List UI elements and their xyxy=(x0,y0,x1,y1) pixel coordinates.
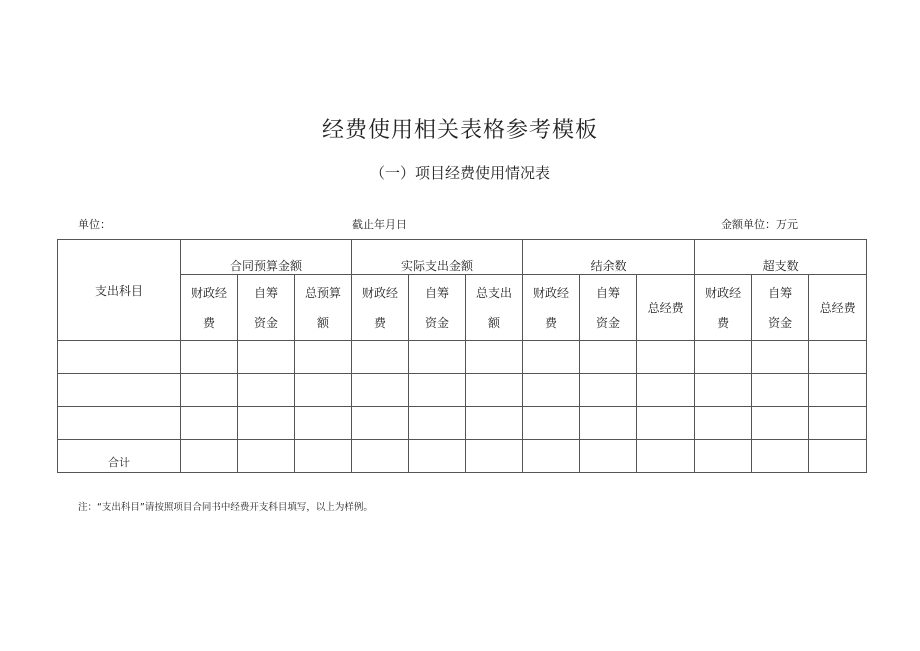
value-cell xyxy=(695,407,752,440)
value-cell xyxy=(295,341,352,374)
value-cell xyxy=(409,407,466,440)
value-cell xyxy=(580,407,637,440)
value-cell xyxy=(809,407,867,440)
value-cell xyxy=(352,374,409,407)
value-cell xyxy=(409,374,466,407)
value-cell xyxy=(181,407,238,440)
value-cell xyxy=(637,440,695,473)
column-header-2-1: 财政经 费 xyxy=(352,275,409,341)
value-cell xyxy=(523,341,580,374)
table-row xyxy=(58,407,867,440)
expense-table xyxy=(57,239,867,473)
value-cell xyxy=(409,341,466,374)
group-header-label: 实际支出金额 xyxy=(401,259,474,273)
table-row xyxy=(58,341,867,374)
value-cell xyxy=(809,440,867,473)
column-header-4-2: 自筹 资金 xyxy=(752,275,809,341)
value-cell xyxy=(238,440,295,473)
column-header-4-3: 总经费 xyxy=(809,275,867,341)
value-cell xyxy=(238,407,295,440)
value-cell xyxy=(466,374,523,407)
group-header-4 xyxy=(695,240,867,275)
subject-cell xyxy=(58,374,181,407)
value-cell xyxy=(238,341,295,374)
value-cell xyxy=(580,440,637,473)
column-header-1-1: 财政经 费 xyxy=(181,275,238,341)
value-cell xyxy=(637,374,695,407)
group-header-label: 合同预算金额 xyxy=(230,259,303,273)
value-cell xyxy=(695,374,752,407)
total-label-cell xyxy=(58,440,181,473)
subject-header-cell xyxy=(58,240,181,341)
value-cell xyxy=(752,374,809,407)
column-header-2-3: 总支出 额 xyxy=(466,275,523,341)
value-cell xyxy=(238,374,295,407)
value-cell xyxy=(523,407,580,440)
unit-label: 单位： xyxy=(78,218,111,231)
value-cell xyxy=(295,374,352,407)
value-cell xyxy=(752,341,809,374)
subject-cell xyxy=(58,407,181,440)
group-header-1 xyxy=(181,240,352,275)
value-cell xyxy=(352,341,409,374)
value-cell xyxy=(466,440,523,473)
column-header-1-3: 总预算 额 xyxy=(295,275,352,341)
value-cell xyxy=(637,407,695,440)
table-subtitle: （一）项目经费使用情况表 xyxy=(369,164,550,182)
value-cell xyxy=(695,341,752,374)
column-header-2-2: 自筹 资金 xyxy=(409,275,466,341)
value-cell xyxy=(466,341,523,374)
value-cell xyxy=(580,374,637,407)
value-cell xyxy=(809,374,867,407)
value-cell xyxy=(752,440,809,473)
value-cell xyxy=(637,341,695,374)
value-cell xyxy=(809,341,867,374)
group-header-label: 超支数 xyxy=(762,259,799,273)
subject-cell xyxy=(58,341,181,374)
value-cell xyxy=(295,407,352,440)
value-cell xyxy=(352,440,409,473)
date-label: 截止年月日 xyxy=(352,218,407,231)
group-header-2 xyxy=(352,240,523,275)
header-row-groups xyxy=(58,240,867,275)
page-title: 经费使用相关表格参考模板 xyxy=(321,118,598,143)
value-cell xyxy=(523,440,580,473)
value-cell xyxy=(352,407,409,440)
group-header-3 xyxy=(523,240,695,275)
group-header-label: 结余数 xyxy=(590,259,627,273)
value-cell xyxy=(181,374,238,407)
value-cell xyxy=(295,440,352,473)
table-row xyxy=(58,374,867,407)
value-cell xyxy=(181,440,238,473)
total-label: 合计 xyxy=(108,456,130,469)
value-cell xyxy=(181,341,238,374)
value-cell xyxy=(580,341,637,374)
value-cell xyxy=(409,440,466,473)
value-cell xyxy=(695,440,752,473)
value-cell xyxy=(466,407,523,440)
column-header-3-2: 自筹 资金 xyxy=(580,275,637,341)
amount-unit-label: 金额单位：万元 xyxy=(721,218,798,231)
column-header-1-2: 自筹 资金 xyxy=(238,275,295,341)
column-header-4-1: 财政经 费 xyxy=(695,275,752,341)
value-cell xyxy=(523,374,580,407)
column-header-3-1: 财政经 费 xyxy=(523,275,580,341)
column-header-3-3: 总经费 xyxy=(637,275,695,341)
subject-header-label: 支出科目 xyxy=(94,284,143,298)
value-cell xyxy=(752,407,809,440)
footnote: 注：“支出科目”请按照项目合同书中经费开支科目填写，以上为样例。 xyxy=(78,502,373,513)
total-row xyxy=(58,440,867,473)
